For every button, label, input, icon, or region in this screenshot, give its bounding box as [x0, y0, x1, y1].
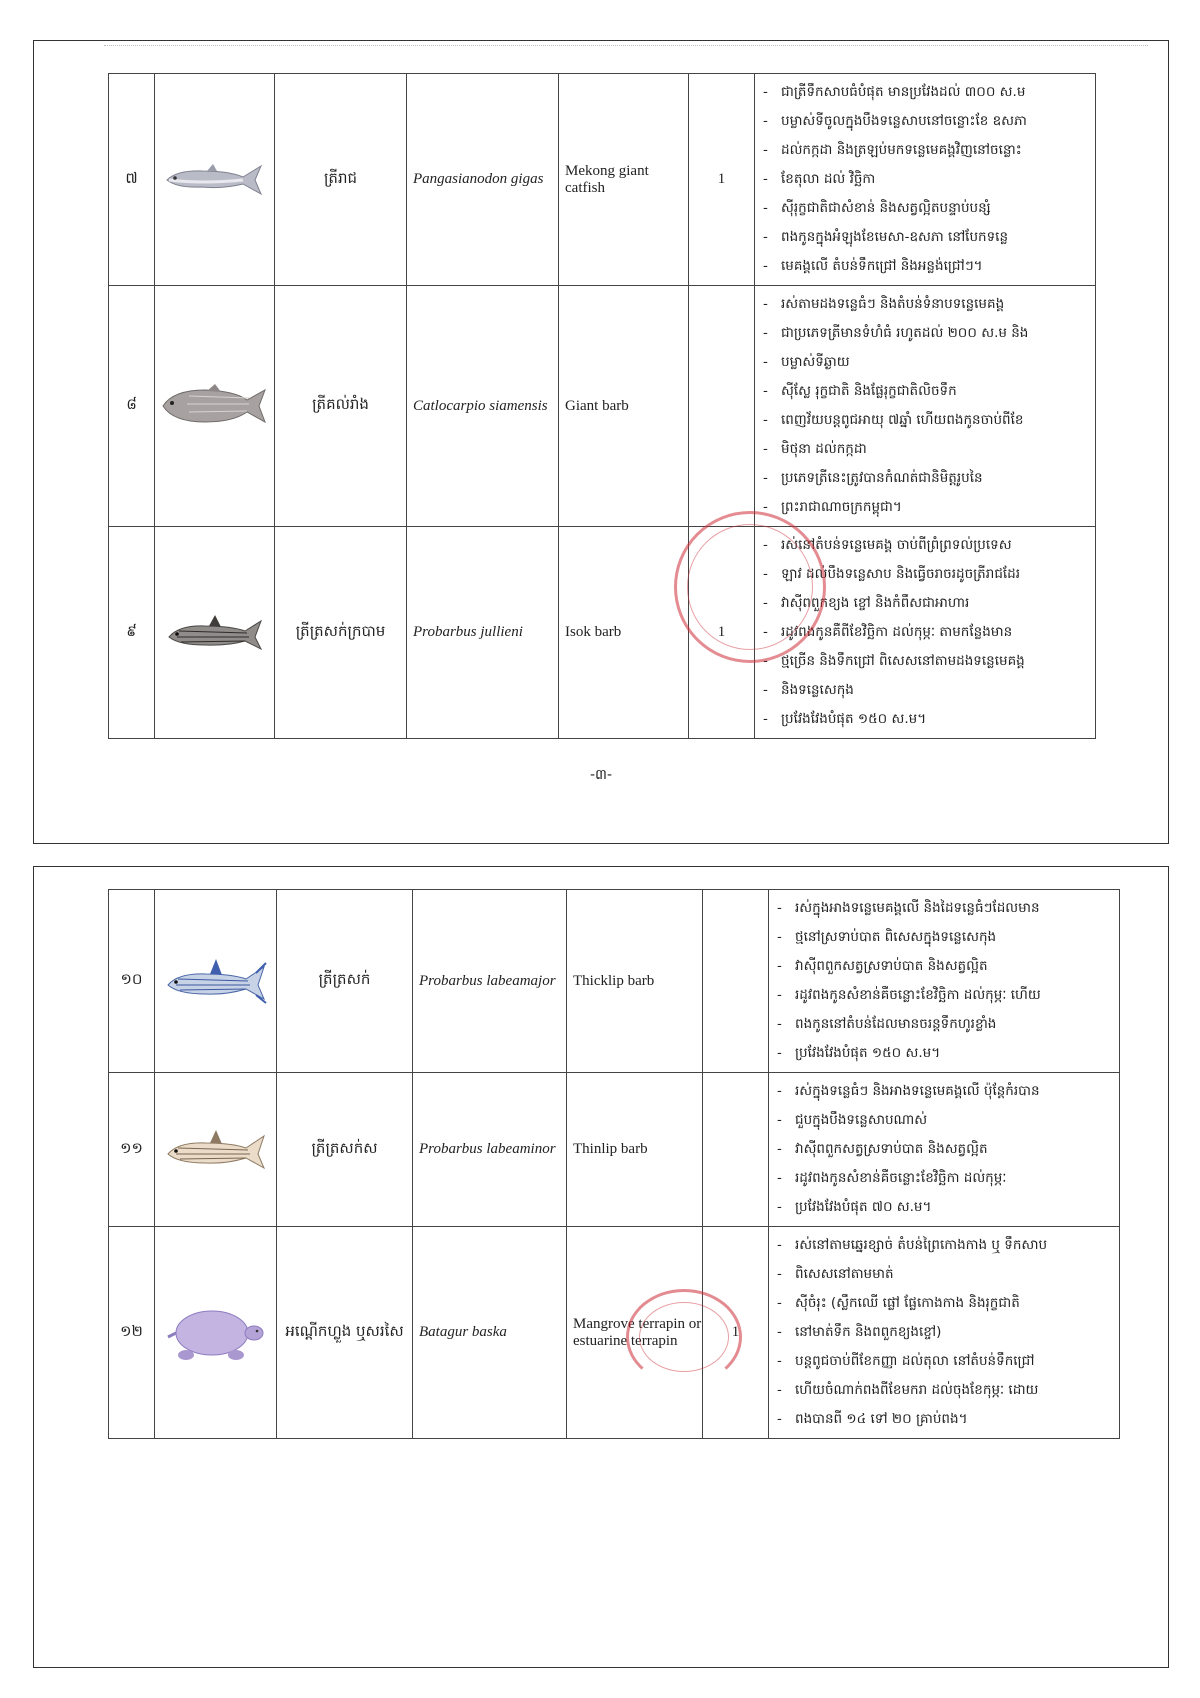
- page-number: -៣-: [589, 767, 613, 783]
- list-item: - ពេញវ័យបន្តពូជអាយុ ៧ឆ្នាំ ហើយពងកូនចាប់ពីខែ: [759, 406, 1091, 435]
- row-number: ១២: [109, 1227, 155, 1439]
- notes-list: [759, 531, 1091, 734]
- fish-image-cell: [155, 527, 275, 739]
- list-item: - ថ្មច្រើន និងទឹកជ្រៅ ពិសេសនៅតាមដងទន្លេមេគង្គ: [759, 647, 1091, 676]
- english-name: Thicklip barb: [567, 890, 703, 1073]
- list-item: - ប្រភេទត្រីនេះត្រូវបានកំណត់ជានិមិត្តរូបនៃ: [759, 464, 1091, 493]
- list-item: - ពិសេសនៅតាមមាត់: [773, 1260, 1115, 1289]
- list-item: - វាស៊ីពពួកសត្វស្រទាប់បាត និងសត្វល្អិត: [773, 1135, 1115, 1164]
- barb-icon: [165, 613, 265, 653]
- notes-list: [759, 290, 1091, 522]
- table-row: [109, 286, 1096, 527]
- khmer-name: ត្រីរាជ: [275, 74, 407, 286]
- list-item: - រស់នៅតំបន់ទន្លេមេគង្គ ចាប់ពីព្រំព្រទល់ប្រទេស: [759, 531, 1091, 560]
- list-item: - បន្តពូជចាប់ពីខែកញ្ញា ដល់តុលា នៅតំបន់ទឹកជ្រៅ: [773, 1347, 1115, 1376]
- scientific-name: Probarbus labeaminor: [413, 1073, 567, 1227]
- notes-cell: [769, 1227, 1120, 1439]
- english-name: Thinlip barb: [567, 1073, 703, 1227]
- notes-cell: [755, 74, 1096, 286]
- notes-list: [773, 894, 1115, 1068]
- row-number: ៩: [109, 527, 155, 739]
- list-item: - បម្លាស់ទីចូលក្នុងបឹងទន្លេសាបនៅចន្លោះខែ ឧសភា: [759, 107, 1091, 136]
- list-item: - រដូវពងកូនគឺពីខែវិច្ឆិកា ដល់កុម្ភៈ តាមកន្លែងមាន: [759, 618, 1091, 647]
- status-code: 1: [689, 527, 755, 739]
- status-code: 1: [703, 1227, 769, 1439]
- fish-image-cell: [155, 74, 275, 286]
- list-item: - នៅមាត់ទឹក និងពពួកខ្យងខ្ចៅ): [773, 1318, 1115, 1347]
- khmer-name: ត្រីត្រសក់ស: [277, 1073, 413, 1227]
- list-item: - ព្រះរាជាណាចក្រកម្ពុជា។: [759, 493, 1091, 522]
- list-item: - មិថុនា ដល់កក្កដា: [759, 435, 1091, 464]
- table-row: [109, 74, 1096, 286]
- status-code: [703, 890, 769, 1073]
- notes-list: [759, 78, 1091, 281]
- notes-cell: [769, 890, 1120, 1073]
- table-row: [109, 527, 1096, 739]
- row-number: ៧: [109, 74, 155, 286]
- english-name: Mangrove terrapin or estuarine terrapin: [567, 1227, 703, 1439]
- barb-icon: [164, 957, 268, 1005]
- khmer-name: ត្រីត្រសក់: [277, 890, 413, 1073]
- list-item: - ស៊ីរុក្ខជាតិជាសំខាន់ និងសត្វល្អិតបន្ទាប់បន្សំ: [759, 194, 1091, 223]
- turtle-image-cell: [155, 1227, 277, 1439]
- list-item: - បម្លាស់ទីឆ្ងាយ: [759, 348, 1091, 377]
- notes-cell: [755, 527, 1096, 739]
- scientific-name: Batagur baska: [413, 1227, 567, 1439]
- list-item: - រស់តាមដងទន្លេធំៗ និងតំបន់ទំនាបទន្លេមេគង្គ: [759, 290, 1091, 319]
- list-item: - ជាត្រីទឹកសាបធំបំផុត មានប្រវែងដល់ ៣០០ ស.ម: [759, 78, 1091, 107]
- list-item: - ថ្មនៅស្រទាប់បាត ពិសេសក្នុងទន្លេសេកុង: [773, 923, 1115, 952]
- list-item: - ជាប្រភេទត្រីមានទំហំធំ រហូតដល់ ២០០ ស.ម និង: [759, 319, 1091, 348]
- list-item: - ប្រវែងវែងបំផុត ៧០ ស.ម។: [773, 1193, 1115, 1222]
- khmer-name: ត្រីគល់រាំង: [275, 286, 407, 527]
- species-table-page-2: [108, 889, 1120, 1439]
- table-row: [109, 1227, 1120, 1439]
- row-number: ១០: [109, 890, 155, 1073]
- list-item: - វាស៊ីពពួកសត្វស្រទាប់បាត និងសត្វល្អិត: [773, 952, 1115, 981]
- document-page-1: [33, 40, 1169, 844]
- list-item: - ជួបក្នុងបឹងទន្លេសាបណាស់: [773, 1106, 1115, 1135]
- carp-icon: [159, 384, 271, 428]
- fish-image-cell: [155, 890, 277, 1073]
- turtle-icon: [166, 1303, 266, 1363]
- status-code: [703, 1073, 769, 1227]
- scientific-name: Pangasianodon gigas: [407, 74, 559, 286]
- scientific-name: Probarbus jullieni: [407, 527, 559, 739]
- table-row: [109, 1073, 1120, 1227]
- list-item: - វាស៊ីពពួកខ្យង ខ្ចៅ និងកំពឹសជាអាហារ: [759, 589, 1091, 618]
- notes-list: [773, 1077, 1115, 1222]
- khmer-name: អណ្តើកហ្លួង ឬសរសៃ: [277, 1227, 413, 1439]
- table-row: [109, 890, 1120, 1073]
- document-page-2: [33, 866, 1169, 1668]
- fish-image-cell: [155, 286, 275, 527]
- fish-image-cell: [155, 1073, 277, 1227]
- scientific-name: Probarbus labeamajor: [413, 890, 567, 1073]
- list-item: - ប្រវែងវែងបំផុត ១៥០ ស.ម។: [759, 705, 1091, 734]
- list-item: - ពងបានពី ១៤ ទៅ ២០ គ្រាប់ពង។: [773, 1405, 1115, 1434]
- notes-cell: [769, 1073, 1120, 1227]
- list-item: - រស់នៅតាមឆ្នេរខ្សាច់ តំបន់ព្រៃកោងកាង ឬ ទឹកសាប: [773, 1231, 1115, 1260]
- barb-icon: [164, 1128, 268, 1172]
- english-name: Giant barb: [559, 286, 689, 527]
- row-number: ៨: [109, 286, 155, 527]
- list-item: - រដូវពងកូនសំខាន់គឺចន្លោះខែវិច្ឆិកា ដល់កុម្ភៈ ហើយ: [773, 981, 1115, 1010]
- list-item: - ពងកូនក្នុងអំឡុងខែមេសា-ឧសភា នៅបែកទន្លេ: [759, 223, 1091, 252]
- list-item: - ស៊ីស្លែ រុក្ខជាតិ និងផ្លែរុក្ខជាតិលិចទឹក: [759, 377, 1091, 406]
- catfish-icon: [163, 162, 267, 198]
- list-item: - ប្រវែងវែងបំផុត ១៥០ ស.ម។: [773, 1039, 1115, 1068]
- list-item: - ខែតុលា ដល់ វិច្ឆិកា: [759, 165, 1091, 194]
- notes-cell: [755, 286, 1096, 527]
- status-code: [689, 286, 755, 527]
- list-item: - ពងកូននៅតំបន់ដែលមានចរន្តទឹកហូរខ្លាំង: [773, 1010, 1115, 1039]
- list-item: - ឡាវ ដល់បឹងទន្លេសាប និងធ្វើចរាចរដូចត្រីរាជដែរ: [759, 560, 1091, 589]
- list-item: - ស៊ីចំរុះ (ស្លឹកឈើ ផ្លៅ ផ្លែកោងកាង និងរុក្ខជាតិ: [773, 1289, 1115, 1318]
- row-number: ១១: [109, 1073, 155, 1227]
- english-name: Isok barb: [559, 527, 689, 739]
- scientific-name: Catlocarpio siamensis: [407, 286, 559, 527]
- status-code: 1: [689, 74, 755, 286]
- khmer-name: ត្រីត្រសក់ក្របាម: [275, 527, 407, 739]
- species-table-page-1: [108, 73, 1096, 739]
- list-item: - និងទន្លេសេកុង: [759, 676, 1091, 705]
- scan-top-line: [104, 45, 1148, 47]
- list-item: - ហើយចំណាក់ពងពីខែមករា ដល់ចុងខែកុម្ភៈ ដោយ: [773, 1376, 1115, 1405]
- notes-list: [773, 1231, 1115, 1434]
- english-name: Mekong giant catfish: [559, 74, 689, 286]
- list-item: - មេគង្គលើ តំបន់ទឹកជ្រៅ និងអន្លង់ជ្រៅៗ។: [759, 252, 1091, 281]
- list-item: - រស់ក្នុងអាងទន្លេមេគង្គលើ និងដៃទន្លេធំៗដែលមាន: [773, 894, 1115, 923]
- list-item: - រស់ក្នុងទន្លេធំៗ និងអាងទន្លេមេគង្គលើ ប៉ុន្តែកំរបាន: [773, 1077, 1115, 1106]
- list-item: - រដូវពងកូនសំខាន់គឺចន្លោះខែវិច្ឆិកា ដល់កុម្ភៈ: [773, 1164, 1115, 1193]
- list-item: - ដល់កក្កដា និងត្រឡប់មកទន្លេមេគង្គវិញនៅចន្លោះ: [759, 136, 1091, 165]
